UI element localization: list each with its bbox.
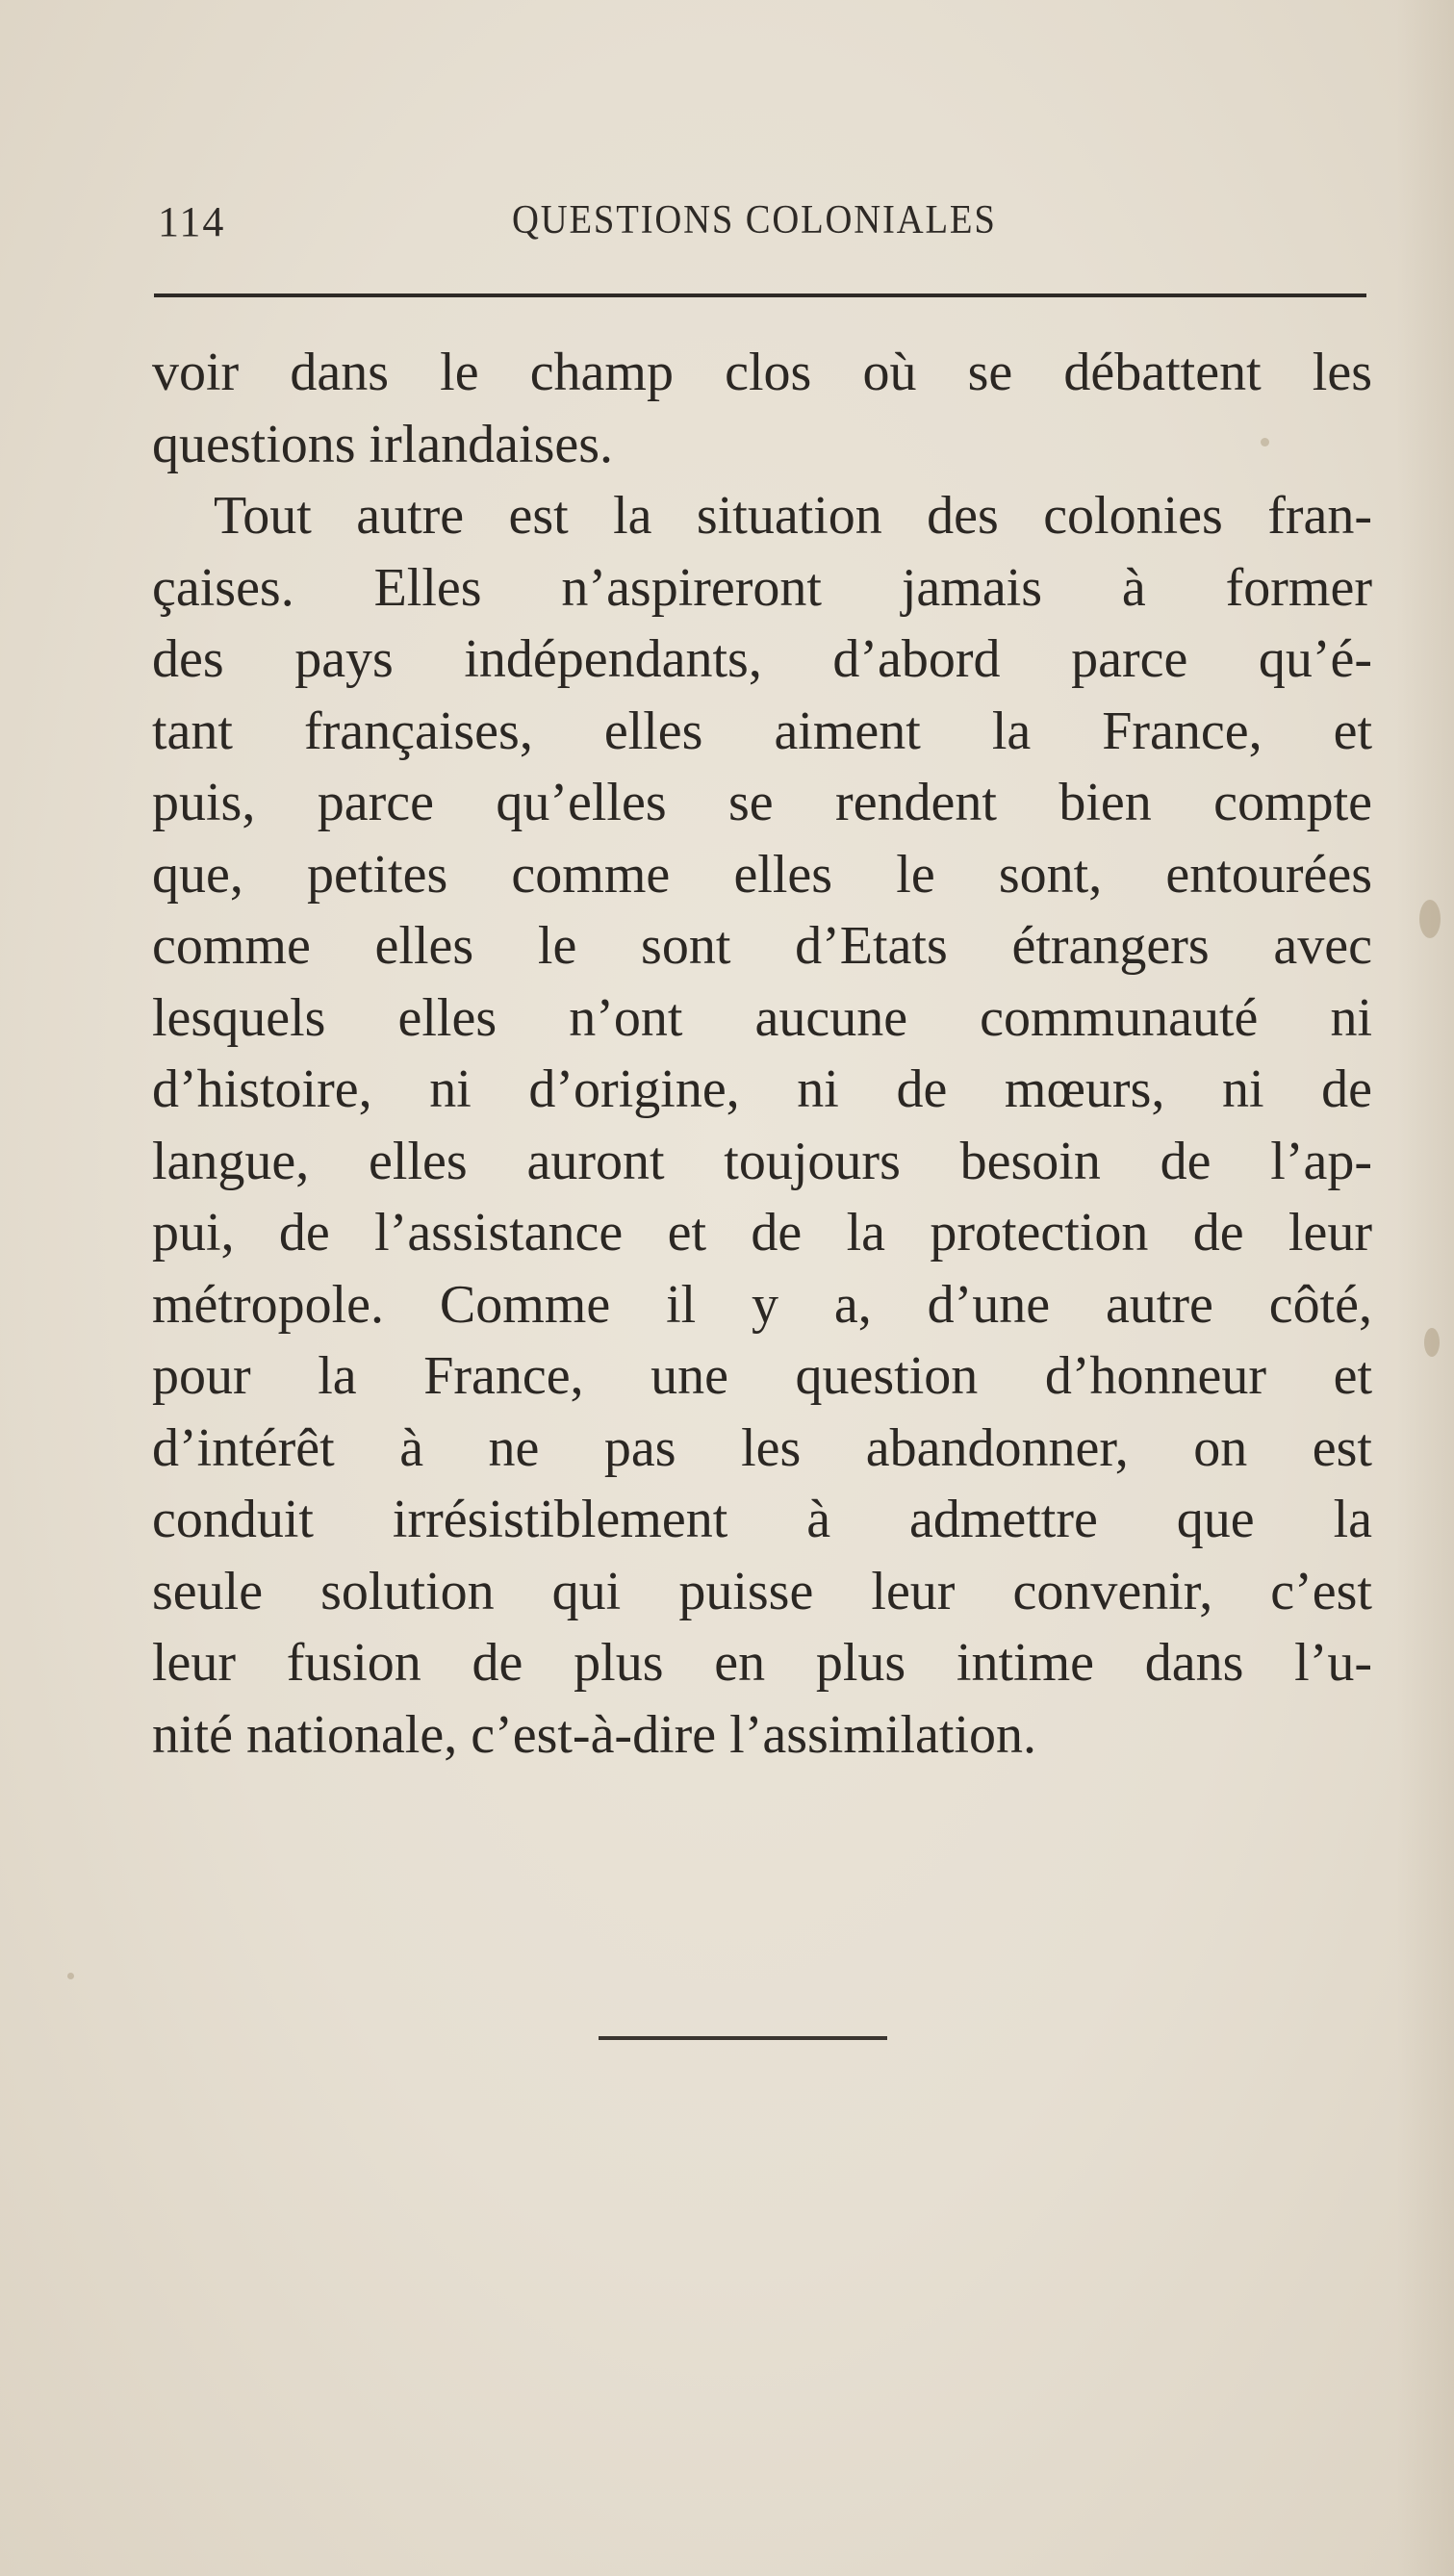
text-line: d’histoire, ni d’origine, ni de mœurs, ni de — [152, 1059, 1372, 1119]
page-edge-shadow — [1396, 0, 1454, 2576]
page-number: 114 — [158, 198, 226, 245]
body-text — [152, 337, 1372, 1771]
running-head — [154, 197, 1366, 255]
running-title: QUESTIONS COLONIALES — [512, 198, 997, 242]
text-line: tant françaises, elles aiment la France, et — [152, 701, 1372, 761]
paper-spot — [1261, 438, 1269, 446]
text-line: puis, parce qu’elles se rendent bien compte — [152, 773, 1372, 832]
text-line: leur fusion de plus en plus intime dans l’u- — [152, 1633, 1372, 1693]
text-line: pour la France, une question d’honneur et — [152, 1346, 1372, 1406]
text-line: métropole. Comme il y a, d’une autre côté, — [152, 1274, 1372, 1335]
text-line: comme elles le sont d’Etats étrangers avec — [152, 916, 1372, 976]
text-line: voir dans le champ clos où se débattent les — [152, 343, 1372, 402]
text-line: nité nationale, c’est-à-dire l’assimilation. — [152, 1704, 1036, 1765]
text-line: lesquels elles n’ont aucune communauté ni — [152, 987, 1372, 1048]
text-line: conduit irrésistiblement à admettre que la — [152, 1490, 1372, 1549]
paper-spot — [1424, 1328, 1440, 1357]
text-line: çaises. Elles n’aspireront jamais à former — [152, 557, 1372, 618]
text-line: pui, de l’assistance et de la protection de leur — [152, 1203, 1372, 1262]
text-line: que, petites comme elles le sont, entourées — [152, 844, 1372, 905]
paper-spot — [1419, 900, 1441, 938]
text-line: d’intérêt à ne pas les abandonner, on est — [152, 1417, 1372, 1478]
paper-spot — [67, 1973, 74, 1979]
header-rule — [154, 293, 1366, 297]
text-line: langue, elles auront toujours besoin de l’ap- — [152, 1131, 1372, 1191]
text-line: des pays indépendants, d’abord parce qu’é- — [152, 629, 1372, 689]
text-line: seule solution qui puisse leur convenir, c’est — [152, 1561, 1372, 1621]
text-line: Tout autre est la situation des colonies fran- — [214, 486, 1372, 546]
text-line: questions irlandaises. — [152, 414, 614, 474]
end-rule — [599, 2036, 887, 2040]
